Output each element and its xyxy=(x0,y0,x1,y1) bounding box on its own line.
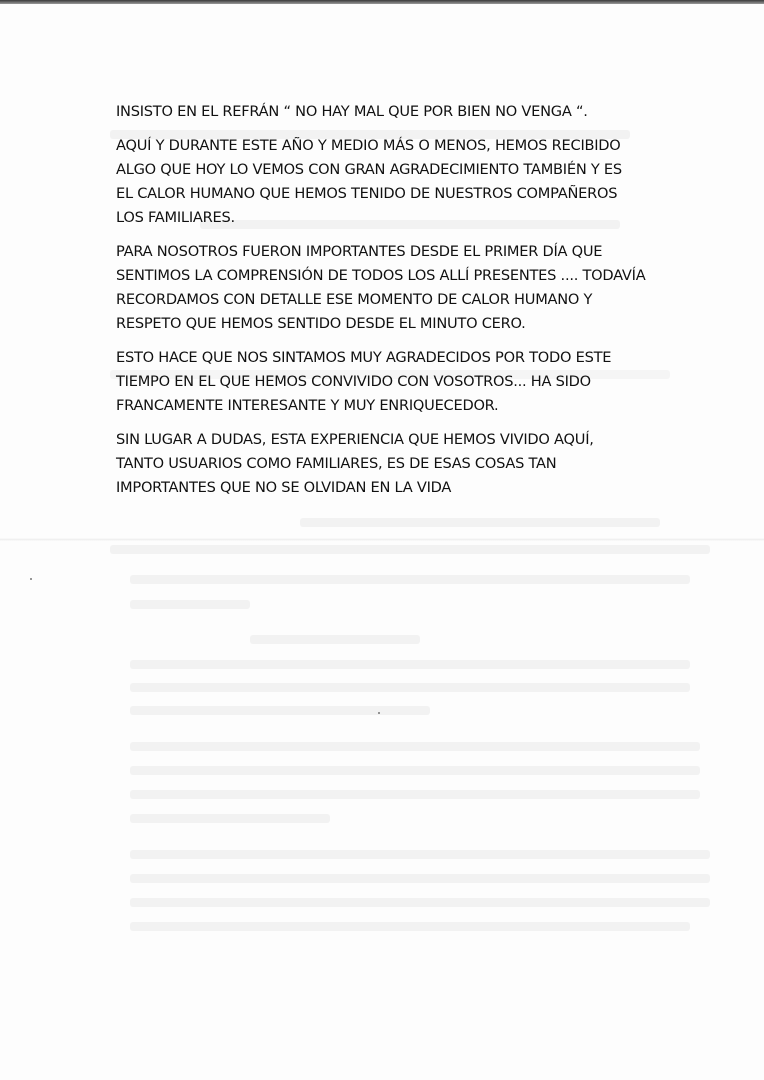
scan-speck xyxy=(30,578,32,580)
paragraph-1 xyxy=(116,100,676,124)
fold-line xyxy=(0,538,764,541)
text-line: PARA NOSOTROS FUERON IMPORTANTES DESDE EL PRIMER DÍA QUE xyxy=(116,243,603,260)
text-line: RECORDAMOS CON DETALLE ESE MOMENTO DE CALOR HUMANO Y xyxy=(116,291,593,308)
text-line: SIN LUGAR A DUDAS, ESTA EXPERIENCIA QUE HEMOS VIVIDO AQUÍ, xyxy=(116,431,594,448)
letter-body xyxy=(116,100,676,510)
paragraph-3 xyxy=(116,240,676,336)
text-line: EL CALOR HUMANO QUE HEMOS TENIDO DE NUESTROS COMPAÑEROS xyxy=(116,185,618,202)
scan-top-edge xyxy=(0,0,764,4)
scan-speck xyxy=(378,712,380,714)
text-line: ESTO HACE QUE NOS SINTAMOS MUY AGRADECIDOS POR TODO ESTE xyxy=(116,349,612,366)
text-line: INSISTO EN EL REFRÁN “ NO HAY MAL QUE POR BIEN NO VENGA “. xyxy=(116,103,588,120)
text-line: FRANCAMENTE INTERESANTE Y MUY ENRIQUECEDOR. xyxy=(116,397,499,414)
text-line: ALGO QUE HOY LO VEMOS CON GRAN AGRADECIMIENTO TAMBIÉN Y ES xyxy=(116,161,622,178)
text-line: LOS FAMILIARES. xyxy=(116,209,235,226)
text-line: SENTIMOS LA COMPRENSIÓN DE TODOS LOS ALLÍ PRESENTES .... TODAVÍA xyxy=(116,267,646,284)
text-line: TIEMPO EN EL QUE HEMOS CONVIVIDO CON VOSOTROS... HA SIDO xyxy=(116,373,591,390)
paragraph-2 xyxy=(116,134,676,230)
paragraph-4 xyxy=(116,346,676,418)
text-line: IMPORTANTES QUE NO SE OLVIDAN EN LA VIDA xyxy=(116,479,452,496)
text-line: RESPETO QUE HEMOS SENTIDO DESDE EL MINUTO CERO. xyxy=(116,315,526,332)
text-line: TANTO USUARIOS COMO FAMILIARES, ES DE ESAS COSAS TAN xyxy=(116,455,557,472)
text-line: AQUÍ Y DURANTE ESTE AÑO Y MEDIO MÁS O MENOS, HEMOS RECIBIDO xyxy=(116,137,621,154)
paragraph-5 xyxy=(116,428,676,500)
